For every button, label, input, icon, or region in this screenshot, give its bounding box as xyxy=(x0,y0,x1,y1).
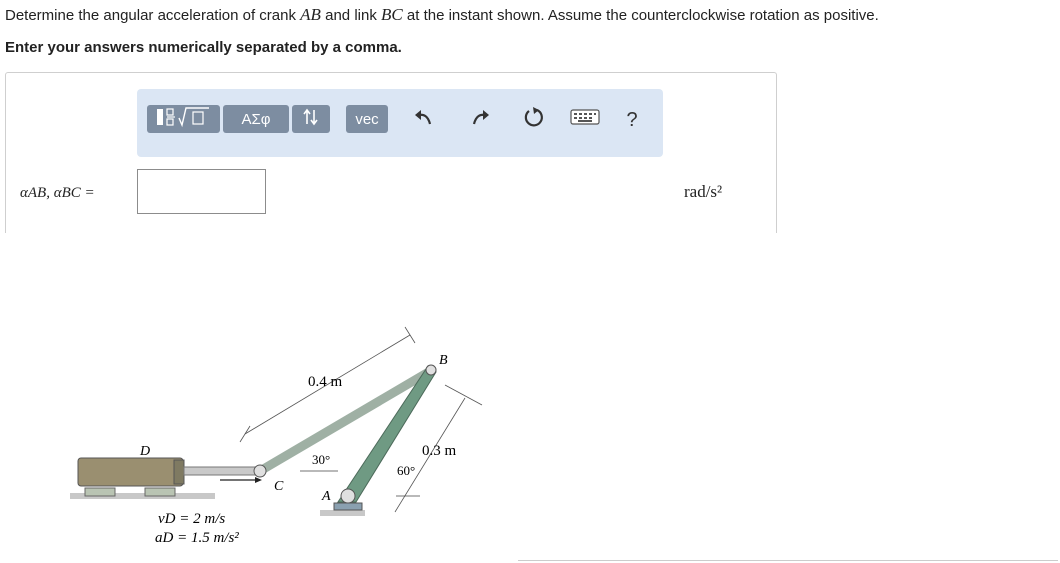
vector-button[interactable]: vec xyxy=(346,105,388,133)
question-suffix: at the instant shown. Assume the counterclockwise rotation as positive. xyxy=(402,7,879,24)
hydraulic-cylinder xyxy=(78,458,183,486)
label-a: A xyxy=(322,489,331,504)
label-angle-c: 30° xyxy=(312,452,331,467)
templates-button[interactable] xyxy=(147,105,220,133)
redo-button[interactable] xyxy=(468,107,494,133)
link-symbol: BC xyxy=(381,5,403,24)
instruction-text: Enter your answers numerically separated by a comma. xyxy=(5,39,402,56)
pin-b xyxy=(426,365,436,375)
label-d: D xyxy=(140,444,151,459)
ground-right xyxy=(320,510,365,516)
fraction-sqrt-template-icon xyxy=(151,105,217,133)
sort-button[interactable] xyxy=(292,105,330,133)
question-text xyxy=(5,5,879,25)
up-down-arrows-icon xyxy=(303,108,319,130)
mount-right xyxy=(145,488,175,496)
redo-arrow-icon xyxy=(471,108,491,132)
crank-ab xyxy=(338,366,436,502)
bottom-divider xyxy=(518,560,1058,561)
undo-arrow-icon xyxy=(413,108,433,132)
undo-button[interactable] xyxy=(410,107,436,133)
pin-c xyxy=(254,465,266,477)
pin-a xyxy=(341,489,355,503)
cylinder-cap xyxy=(174,460,184,484)
label-angle-a: 60° xyxy=(397,463,416,478)
label-len-ab: 0.3 m xyxy=(422,443,457,459)
mechanism-figure xyxy=(70,310,500,550)
label-len-bc: 0.4 m xyxy=(308,374,343,390)
crank-symbol: AB xyxy=(300,5,321,24)
reset-icon xyxy=(523,106,545,134)
label-ad: aD = 1.5 m/s² xyxy=(155,530,239,546)
question-prefix: Determine the angular acceleration of crank xyxy=(5,7,301,24)
keyboard-button[interactable] xyxy=(569,107,601,133)
label-vd: vD = 2 m/s xyxy=(158,511,226,527)
unit-label: rad/s² xyxy=(684,182,723,201)
greek-symbols-button[interactable]: ΑΣφ xyxy=(223,105,289,133)
mount-left xyxy=(85,488,115,496)
label-b: B xyxy=(439,353,448,368)
support-a xyxy=(334,503,362,510)
keyboard-icon xyxy=(570,108,600,132)
piston-rod xyxy=(184,467,259,475)
label-c: C xyxy=(274,479,284,494)
math-toolbar xyxy=(137,89,663,157)
answer-label: αAB, αBC = xyxy=(20,185,95,201)
question-middle: and link xyxy=(320,7,381,24)
help-button[interactable]: ? xyxy=(626,108,638,131)
reset-button[interactable] xyxy=(521,107,547,133)
answer-input[interactable] xyxy=(137,169,266,214)
